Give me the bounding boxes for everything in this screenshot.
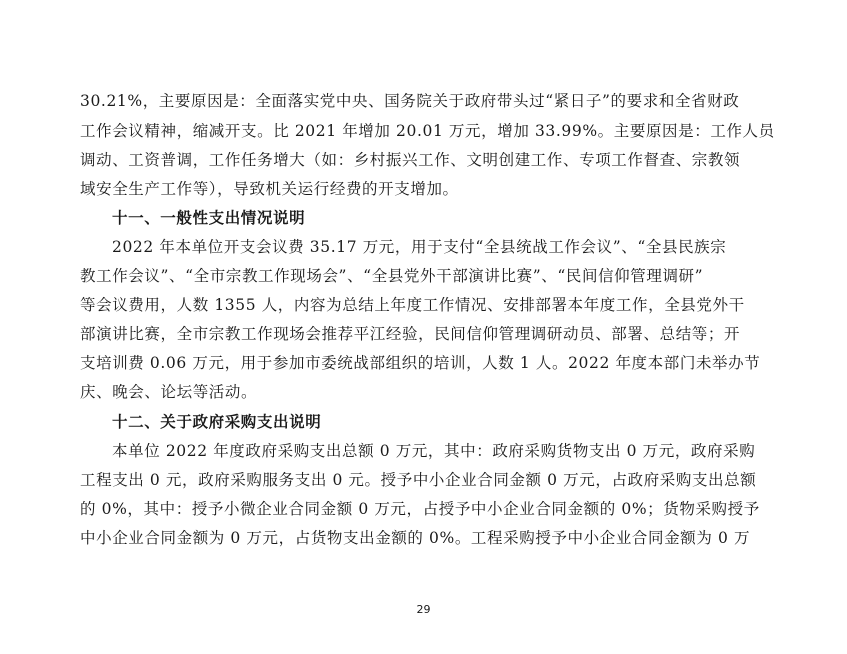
body-text-line: 域安全生产工作等），导致机关运行经费的开支增加。 — [80, 180, 459, 198]
body-text-line: 部演讲比赛，全市宗教工作现场会推荐平江经验，民间信仰管理调研动员、部署、总结等；开 — [80, 325, 741, 343]
body-text-line: 30.21%，主要原因是：全面落实党中央、国务院关于政府带头过“紧日子”的要求和全省财政 — [80, 92, 740, 110]
section-heading-general-expenditure: 十一、一般性支出情况说明 — [112, 209, 306, 227]
body-text-line: 的 0%，其中：授予小微企业合同金额 0 万元，占授予中小企业合同金额的 0%；货物采购授予 — [80, 500, 760, 518]
body-text-line: 2022 年本单位开支会议费 35.17 万元，用于支付“全县统战工作会议”、“全县民族宗 — [112, 238, 727, 256]
body-text-line: 本单位 2022 年度政府采购支出总额 0 万元，其中：政府采购货物支出 0 万元，政府采购 — [112, 442, 756, 460]
body-text-line: 工作会议精神，缩减开支。比 2021 年增加 20.01 万元，增加 33.99%。主要原因是：工作人员 — [80, 122, 775, 140]
body-text-line: 教工作会议”、“全市宗教工作现场会”、“全县党外干部演讲比赛”、“民间信仰管理调研” — [80, 267, 704, 285]
body-text-line: 工程支出 0 元，政府采购服务支出 0 元。授予中小企业合同金额 0 万元，占政府采购支出总额 — [80, 471, 757, 489]
page-number: 29 — [416, 603, 431, 616]
body-text-line: 等会议费用，人数 1355 人，内容为总结上年度工作情况、安排部署本年度工作，全县党外干 — [80, 296, 745, 314]
body-text-line: 支培训费 0.06 万元，用于参加市委统战部组织的培训，人数 1 人。2022 年度本部门未举办节 — [80, 354, 761, 372]
body-text-line: 中小企业合同金额为 0 万元，占货物支出金额的 0%。工程采购授予中小企业合同金额为 0 万 — [80, 529, 751, 547]
body-text-line: 庆、晚会、论坛等活动。 — [80, 383, 258, 401]
body-text-line: 调动、工资普调，工作任务增大（如：乡村振兴工作、文明创建工作、专项工作督查、宗教领 — [80, 151, 741, 169]
section-heading-government-procurement: 十二、关于政府采购支出说明 — [112, 413, 322, 431]
